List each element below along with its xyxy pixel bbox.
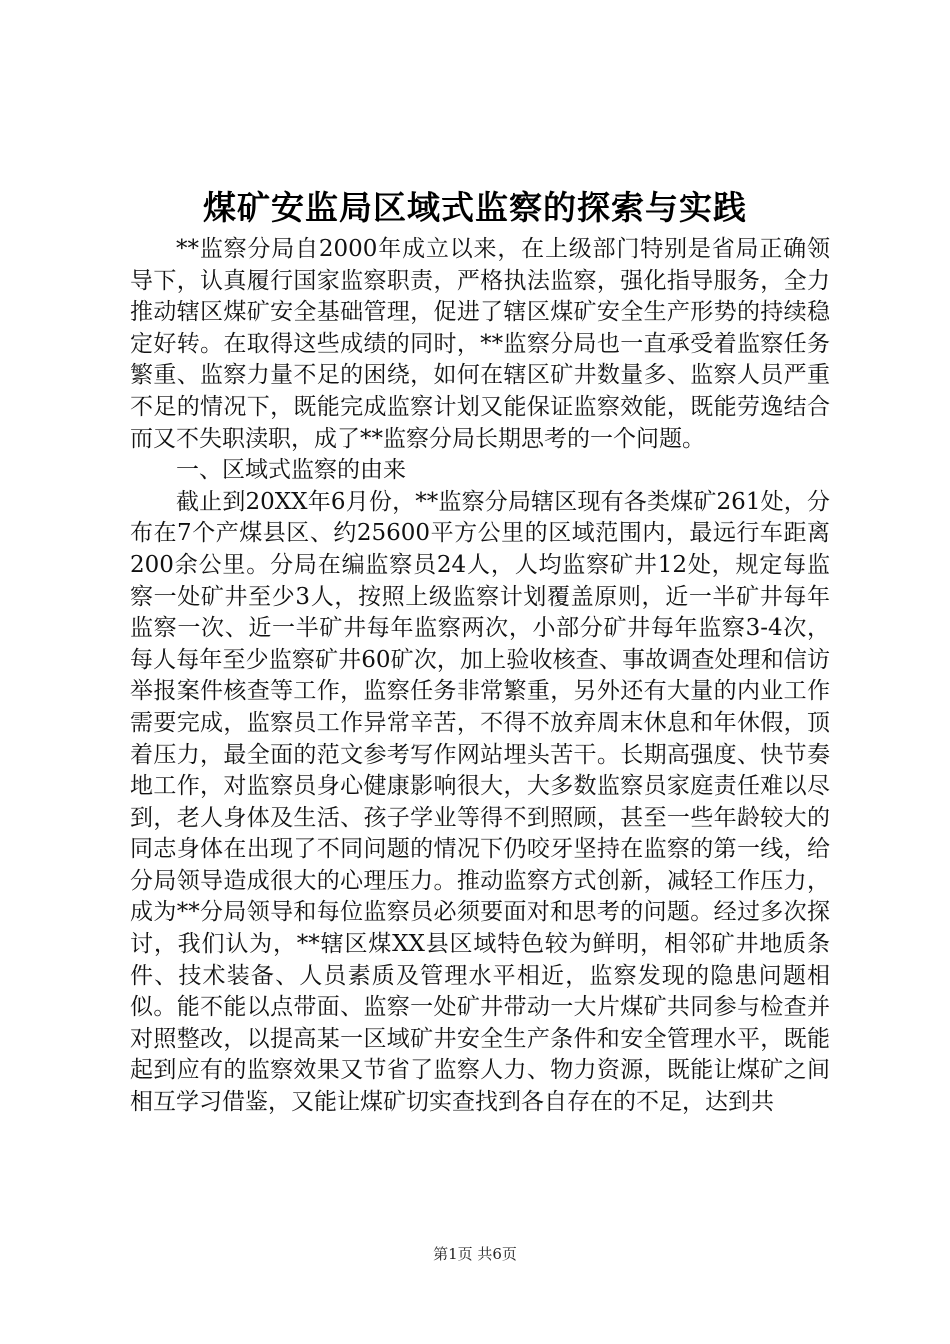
page-footer <box>0 1244 950 1264</box>
paragraph-origin: 截止到20XX年6月份，**监察分局辖区现有各类煤矿261处，分布在7个产煤县区、约25600平方公里的区域范围内，最远行车距离200余公里。分局在编监察员24人，人均监察矿井12处，规定每监察一处矿井至少3人，按照上级监察计划覆盖原则，近一半矿井每年监察一次、近一半矿井每年监察两次，小部分矿井每年监察3-4次，每人每年至少监察矿井60矿次，加上验收核查、事故调查处理和信访举报案件核查等工作，监察任务非常繁重，另外还有大量的内业工作需要完成，监察员工作异常辛苦，不得不放弃周末休息和年休假，顶着压力，最全面的范文参考写作网站埋头苦干。长期高强度、快节奏地工作，对监察员身心健康影响很大，大多数监察员家庭责任难以尽到，老人身体及生活、孩子学业等得不到照顾，甚至一些年龄较大的同志身体在出现了不同问题的情况下仍咬牙坚持在监察的第一线，给分局领导造成很大的心理压力。推动监察方式创新，减轻工作压力，成为**分局领导和每位监察员必须要面对和思考的问题。经过多次探讨，我们认为，**辖区煤XX县区域特色较为鲜明，相邻矿井地质条件、技术装备、人员素质及管理水平相近，监察发现的隐患问题相似。能不能以点带面、监察一处矿井带动一大片煤矿共同参与检查并对照整改，以提高某一区域矿井安全生产条件和安全管理水平，既能起到应有的监察效果又节省了监察人力、物力资源，既能让煤矿之间相互学习借鉴，又能让煤矿切实查找到各自存在的不足，达到共 <box>130 488 830 1116</box>
document-title: 煤矿安监局区域式监察的探索与实践 <box>203 188 747 227</box>
section-heading: 一、区域式监察的由来 <box>176 457 406 484</box>
document-body <box>130 234 830 1119</box>
page-indicator: 第1页 共6页 <box>433 1245 517 1263</box>
paragraph-intro: **监察分局自2000年成立以来，在上级部门特别是省局正确领导下，认真履行国家监察职责，严格执法监察，强化指导服务，全力推动辖区煤矿安全基础管理，促进了辖区煤矿安全生产形势的持续稳定好转。在取得这些成绩的同时，**监察分局也一直承受着监察任务繁重、监察力量不足的困绕，如何在辖区矿井数量多、监察人员严重不足的情况下，既能完成监察计划又能保证监察效能，既能劳逸结合而又不失职渎职，成了**监察分局长期思考的一个问题。 <box>130 236 830 452</box>
